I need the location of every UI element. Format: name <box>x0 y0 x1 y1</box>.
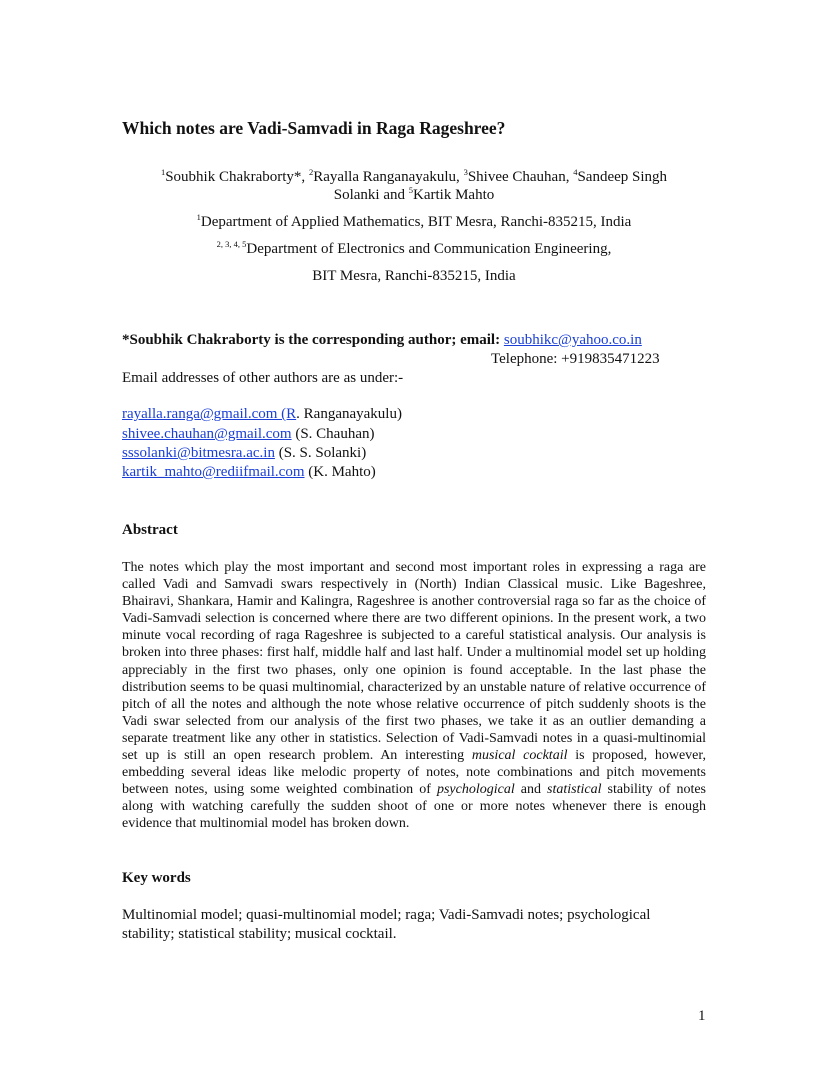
email-link-chauhan[interactable]: shivee.chauhan@gmail.com <box>122 426 292 442</box>
page-number: 1 <box>698 1008 706 1024</box>
abstract-text-3: and <box>514 782 548 798</box>
corresponding-email-link[interactable]: soubhikc@yahoo.co.in <box>503 332 642 348</box>
affiliation-1 <box>0 214 828 231</box>
email-name-mahto: (K. Mahto) <box>304 464 376 480</box>
affiliation-1-text: Department of Applied Mathematics, BIT Mesra, Ranchi-835215, India <box>200 214 632 230</box>
corresponding-author-label: *Soubhik Chakraborty is the corresponding author; email: <box>122 332 504 348</box>
affiliation-2-text: Department of Electronics and Communication Engineering, <box>246 241 612 257</box>
affiliation-2 <box>0 241 828 258</box>
paper-title: Which notes are Vadi-Samvadi in Raga Rageshree? <box>122 118 506 138</box>
abstract-text-2: is proposed, however, embedding several ideas like melodic property of notes, note combinations and pitch movements between notes, using some weighted combination of <box>122 748 706 798</box>
keywords-heading: Key words <box>122 870 191 886</box>
email-link-ranganayakulu[interactable]: rayalla.ranga@gmail.com (R <box>122 406 297 422</box>
author-1: Soubhik Chakraborty*, <box>165 169 309 185</box>
abstract-text-4: stability of notes along with watching carefully the sudden shoot of one or more notes whenever there is enough evidence that multinomial model has broken down. <box>122 782 706 832</box>
email-row-ranganayakulu <box>122 406 402 423</box>
corresponding-author <box>122 332 642 349</box>
email-link-solanki[interactable]: sssolanki@bitmesra.ac.in <box>122 445 275 461</box>
email-name-solanki: (S. S. Solanki) <box>274 445 367 461</box>
author-4-superscript: 4 <box>573 167 578 177</box>
abstract-text-1: The notes which play the most important and second most important roles in expressing a raga are called Vadi and Samvadi swars respectively in (North) Indian Classical music. Like Bageshree, Bhairavi, Shankara, Hamir and Kalingra, Rageshree is another controversial raga so far as the choice of Vadi-Samvadi selection is concerned where there are two different opinions. In the present work, a two minute vocal recording of raga Rageshree is subjected to a careful statistical analysis. Our analysis is broken into three phases: first half, middle half and last half. Under a multinomial model set up holding appreciably in the first two phases, only one opinion is found acceptable. In the last phase the distribution seems to be quasi multinomial, characterized by an unstable nature of relative occurrence of pitch of all the notes and although the note whose relative occurrence of pitch suddenly shoots is the Vadi swar selected from our analysis of the first two phases, we take it as an outlier demanding a separate treatment like any other in statistics. Selection of Vadi-Samvadi notes in a quasi-multinomial set up is still an open research problem. An interesting <box>122 560 706 764</box>
author-line-1 <box>0 169 828 186</box>
other-emails-intro: Email addresses of other authors are as under:- <box>122 370 404 386</box>
telephone: Telephone: +919835471223 <box>491 351 660 367</box>
email-link-mahto[interactable]: kartik_mahto@rediifmail.com <box>122 464 305 480</box>
abstract-heading: Abstract <box>122 522 178 538</box>
author-line-2 <box>0 187 828 204</box>
affiliation-2-line-2: BIT Mesra, Ranchi-835215, India <box>312 268 516 284</box>
author-3-superscript: 3 <box>463 167 468 177</box>
email-row-mahto <box>122 464 376 481</box>
abstract-emphasis-psychological: psychological <box>436 782 515 798</box>
email-name-chauhan: (S. Chauhan) <box>291 426 375 442</box>
email-name-ranganayakulu: . Ranganayakulu) <box>296 406 402 422</box>
author-5: Kartik Mahto <box>413 187 495 203</box>
keywords-text: Multinomial model; quasi-multinomial model; raga; Vadi-Samvadi notes; psychological stability; statistical stability; musical cocktail. <box>122 907 651 942</box>
email-row-chauhan <box>122 426 375 443</box>
abstract-body <box>122 559 706 833</box>
author-2: Rayalla Ranganayakulu, <box>313 169 464 185</box>
author-4-continued: Solanki and <box>333 187 409 203</box>
affiliation-1-superscript: 1 <box>196 212 201 222</box>
author-1-superscript: 1 <box>160 167 166 177</box>
author-3: Shivee Chauhan, <box>467 169 574 185</box>
author-4: Sandeep Singh <box>577 169 668 185</box>
author-5-superscript: 5 <box>408 185 413 195</box>
abstract-emphasis-statistical: statistical <box>547 782 602 798</box>
email-row-solanki <box>122 445 366 462</box>
author-2-superscript: 2 <box>308 167 314 177</box>
affiliation-2-superscript: 2, 3, 4, 5 <box>216 239 247 249</box>
abstract-emphasis-musical-cocktail: musical cocktail <box>471 748 568 764</box>
